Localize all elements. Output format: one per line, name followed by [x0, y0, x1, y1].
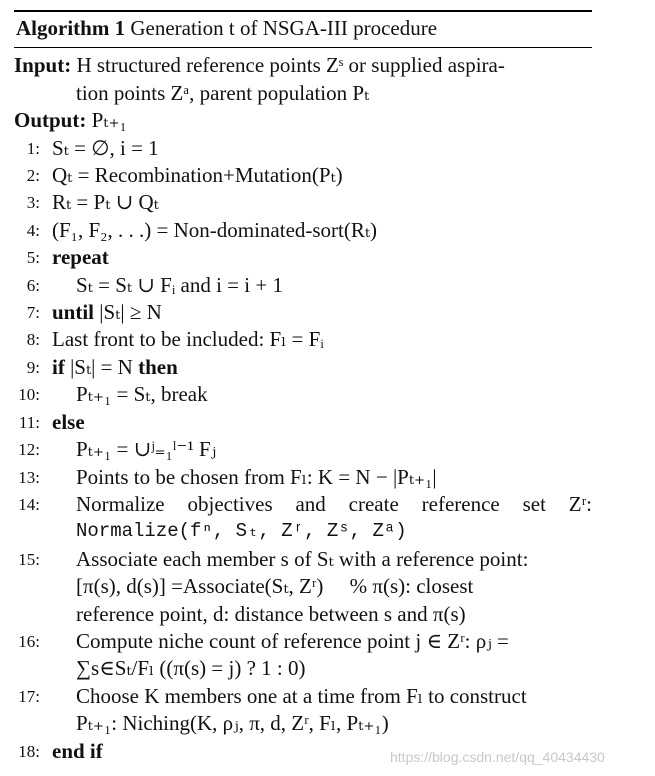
output-value: Pₜ₊₁ [91, 108, 127, 133]
step-continuation: Normalize(fⁿ, Sₜ, Zʳ, Zˢ, Zᵃ) [76, 520, 407, 543]
step-text: Pₜ₊₁ = ∪ʲ₌₁ˡ⁻¹ Fⱼ [76, 437, 217, 462]
input-line-2: tion points Zᵃ, parent population Pₜ [76, 80, 370, 105]
step-14 [14, 491, 592, 546]
step-2 [14, 162, 592, 189]
step-text: Qₜ = Recombination+Mutation(Pₜ) [52, 163, 343, 188]
step-keyword-then: then [138, 354, 178, 379]
step-keyword: if [52, 354, 65, 379]
input-label: Input: [14, 53, 72, 78]
line-number: 10: [18, 385, 40, 405]
line-number: 15: [18, 549, 40, 569]
line-number: 3: [26, 193, 40, 213]
step-text: Points to be chosen from Fₗ: K = N − |Pₜ₊₁| [76, 464, 437, 489]
step-16 [14, 628, 592, 683]
output-block [14, 107, 592, 134]
line-number: 1: [26, 138, 40, 158]
algorithm-box [14, 10, 592, 765]
line-number: 5: [26, 248, 40, 268]
step-text: Rₜ = Pₜ ∪ Qₜ [52, 190, 159, 215]
step-keyword: until [52, 300, 95, 325]
watermark-text: https://blog.csdn.net/qq_40434430 [390, 749, 605, 765]
step-text: Sₜ = ∅, i = 1 [52, 135, 159, 160]
line-number: 16: [18, 631, 40, 651]
line-number: 8: [26, 330, 40, 350]
step-4 [14, 217, 592, 244]
step-text: |Sₜ| = N [70, 354, 133, 379]
caption-rule [14, 47, 592, 48]
step-text: (F₁, F₂, . . .) = Non-dominated-sort(Rₜ) [52, 217, 378, 242]
line-number: 14: [18, 494, 40, 514]
step-text: Associate each member s of Sₜ with a reference point: [76, 546, 529, 571]
caption-text: Generation t of NSGA-III procedure [130, 16, 438, 40]
step-7 [14, 299, 592, 326]
line-number: 17: [18, 686, 40, 706]
step-15 [14, 546, 592, 628]
line-number: 2: [26, 166, 40, 186]
step-6 [14, 272, 592, 299]
step-10 [14, 381, 592, 408]
step-11 [14, 409, 592, 436]
step-keyword: repeat [52, 245, 109, 270]
step-continuation-2: reference point, d: distance between s and π(s) [76, 601, 466, 626]
step-5 [14, 244, 592, 271]
step-continuation: ∑s∈Sₜ/Fₗ ((π(s) = j) ? 1 : 0) [76, 656, 306, 681]
step-text: Sₜ = Sₜ ∪ Fᵢ and i = i + 1 [76, 272, 283, 297]
step-text: Compute niche count of reference point j ∈ Zʳ: ρⱼ = [76, 628, 509, 653]
line-number: 12: [18, 440, 40, 460]
algorithm-caption [14, 12, 592, 47]
input-line-1: H structured reference points Zˢ or supplied aspira- [76, 53, 505, 78]
step-keyword: else [52, 409, 85, 434]
step-12 [14, 436, 592, 463]
line-number: 6: [26, 275, 40, 295]
step-keyword: end if [52, 738, 103, 763]
line-number: 11: [18, 412, 40, 432]
step-1 [14, 135, 592, 162]
step-text: Normalize objectives and create reference set Zʳ: [76, 491, 592, 516]
step-13 [14, 464, 592, 491]
step-text: Pₜ₊₁ = Sₜ, break [76, 382, 208, 407]
step-8 [14, 326, 592, 353]
line-number: 18: [18, 741, 40, 761]
step-3 [14, 189, 592, 216]
step-text: Choose K members one at a time from Fₗ to construct [76, 683, 527, 708]
step-text: Last front to be included: Fₗ = Fᵢ [52, 327, 324, 352]
output-label: Output: [14, 108, 87, 133]
line-number: 13: [18, 467, 40, 487]
step-9 [14, 354, 592, 381]
line-number: 4: [26, 220, 40, 240]
input-block [14, 52, 592, 107]
line-number: 7: [26, 303, 40, 323]
step-continuation: Pₜ₊₁: Niching(K, ρⱼ, π, d, Zʳ, Fₗ, Pₜ₊₁) [76, 711, 389, 736]
caption-label: Algorithm 1 [16, 16, 126, 40]
step-text: |Sₜ| ≥ N [99, 300, 162, 325]
line-number: 9: [26, 357, 40, 377]
step-17 [14, 683, 592, 738]
step-continuation: [π(s), d(s)] =Associate(Sₜ, Zʳ) % π(s): closest [76, 574, 474, 599]
